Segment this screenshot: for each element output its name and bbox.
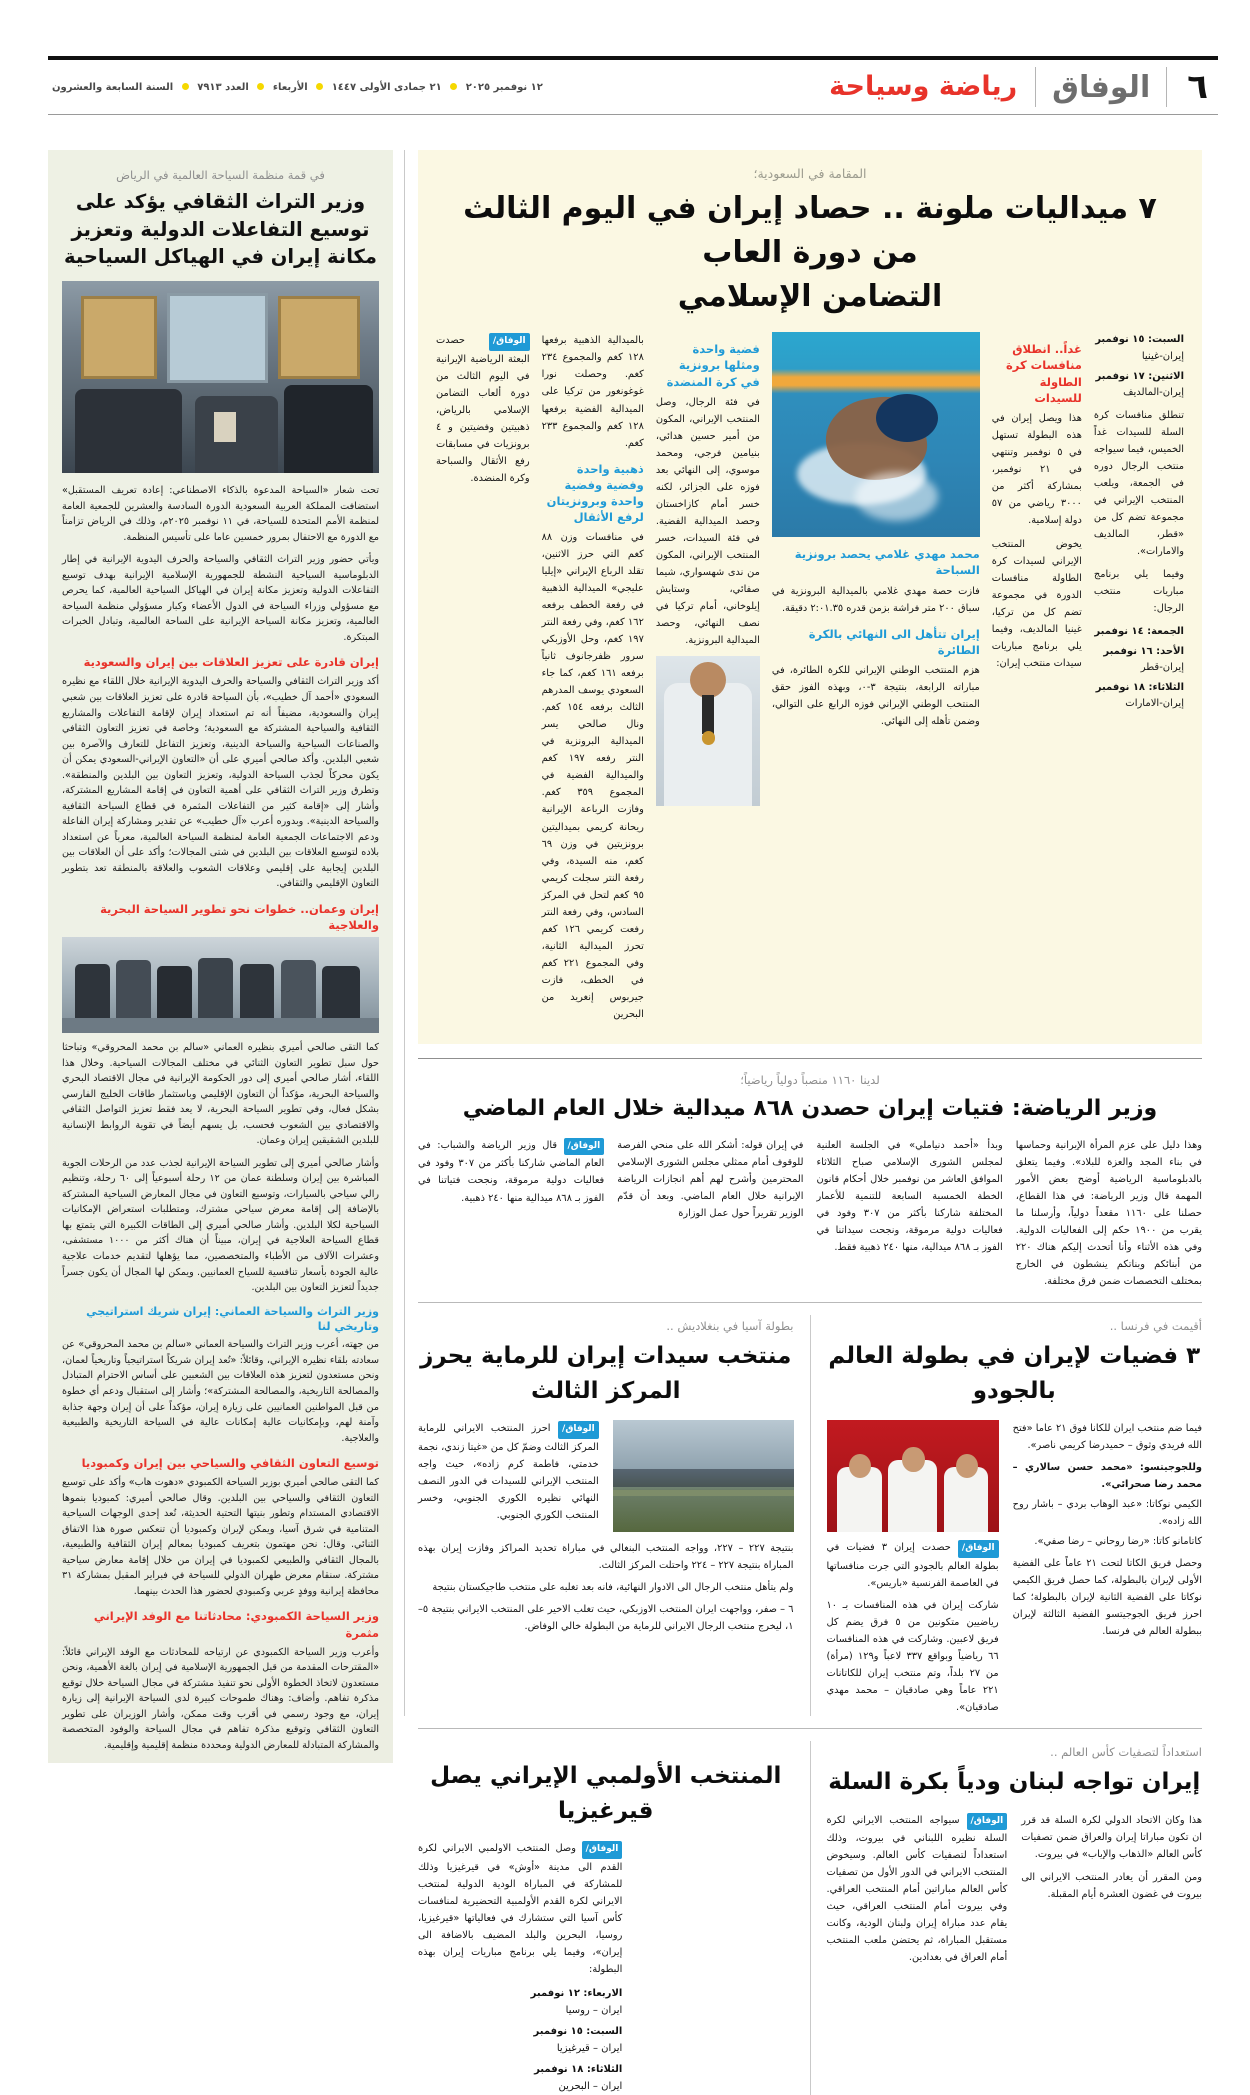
article6-schedule [418, 1985, 622, 2095]
lead-col-a-text: تنطلق منافسات كرة السلة للسيدات غداً الخميس، فيما سيواجه منتخب الرجال دوره في الجمعة، ويلعب المنتخب الإيراني في مجموعة تضم كل من «قطر، المالديف والامارات». [1093, 410, 1184, 558]
article3-col-right [418, 1420, 599, 1524]
judo-photo [827, 1420, 999, 1532]
article3-body-3: ولم يتأهل منتخب الرجال الى الادوار النهائية، فانه بعد تغلبه على منتخب طاجيكستان بنتيجة [432, 1582, 794, 1594]
tourism-body-8: وأعرب وزير السياحة الكمبودي عن ارتياحه للمحادثات مع الوفد الإيراني قائلاً: «المقترحات المقدمة من قبل الجمهورية الإسلامية في إيران بالغة الأهمية، ونحن مستعدون لاتخاذ الخطوة الأولى نحو تنفيذ مشتركة في مجال السياحة خلال توقيع مذكرة تفاهم. وأضاف: وهناك طموحات كبيرة لدى السياحة الإيرانية إلى زيارة إيران، مع وجود رسمي في أقرب وقت ممكن، وأشار الوزيران على تطوير التعاون الثقافي وتوقيع مذكرة تفاهم في مجال السياحة والوفود المتخصصة والمشاركة المتبادلة للمعارض الدولية ومحددة منظمة إقليمية وإقليمية. [62, 1646, 379, 1751]
olympic-day-2: السبت: ١٥ نوفمبر [533, 2025, 623, 2037]
lead-col-c [772, 332, 980, 730]
lead-col-agency [436, 332, 530, 494]
article6-body-1: وصل المنتخب الاولمبي الايراني لكرة القدم الى مدينة «أوش» في قيرغيزيا وذلك للمشاركة في المباراة الودية الدولية لمنتخب الايراني لكرة القدم الأولمبية التحضيرية لمنافسات كأس آسيا التي ستشارك في فعالياتها «قيرغيزيا، روسيا، البحرين والبلد المضيف بالاضافة الى إيران»، وفيما يلي برنامج مباريات إيران بهذه البطولة: [418, 1843, 623, 1975]
left-column [48, 150, 393, 1751]
lead-col-e [656, 332, 760, 806]
schedule-day-5: الثلاثاء: ١٨ نوفمبر [1095, 682, 1184, 694]
meta-day: الأربعاء [272, 81, 308, 93]
lead-headline-line1: ٧ ميداليات ملونة .. حصاد إيران في اليوم الثالث من دورة العاب [463, 191, 1157, 270]
tourism-body-6: من جهته، أعرب وزير التراث والسياحة العماني «سالم بن محمد المحروقي» عن سعادته بلقاء نظيره الإيراني، وقائلاً: «تُعد إيران شريكاً استراتيجياً وتاريخياً لعمان، ونحن مستعدون لتعزيز هذه العلاقات بين الشعبين على أساس الاحترام المتبادل والمصالحة التاريخية، والمصالحة المشتركة»؛ وأشار إلى استقبال ودعم أي خطوة من قبل المواطنين العمانيين على زيارة إيران، مؤكداً على أن إيران وجهة جذابة وآمنة لهم، وبإمكانيات عالية إمكانات عالية في السياحة التاريخية والطبيعية والعلاجية. [62, 1339, 379, 1444]
pane-divider-1 [810, 1315, 811, 1716]
article3-body-2: بنتيجة ٢٢٧ – ٢٢٧، وواجه المنتخب البنغالي في مباراة تحديد المراكز وفازت إيران بهذه المباراة بنتيجة ٢٢٧ – ٢٢٤ واحتلت المركز الثالث. [418, 1543, 794, 1572]
article2-col-1-text: قال وزير الرياضة والشباب: في العام الماضي شاركنا بأكثر من ٣٠٧ وفود في فعاليات دولية مرموقة، ونجحت فتياتنا في الفوز بـ ٨٦٨ ميدالية منها ٢٤٠ ذهبية. [418, 1139, 605, 1204]
article3-body-1: احرز المنتخب الايراني للرماية المركز الثالث وضمّ كل من «غيتا زندي، نجمة خدمتي، فاطمة کرم زاده»، حيث واجه المنتخب الإيراني للسيدات في الدور النصف النهائي نظيره الكوري الجنوبي، وخسر المنتخب الكوري الجنوبي. [418, 1423, 599, 1521]
schedule-match-5: إيران-الامارات [1125, 698, 1184, 710]
article2-col-2: في إيران قوله: أشكر الله على منحي الفرصة للوقوف أمام ممثلي مجلس الشورى الإسلامي المحترمين وأشرح لهم أهم انجازات الرياضة الإيرانية خلال العام الماضي. وبعد أن قدّم الوزير تقريراً حول عمل الوزارة [617, 1139, 804, 1219]
olympic-schedule-item-2 [418, 2023, 622, 2057]
lead-col-e-title: فضية واحدة ومثلها برونزية في كرة المنضدة [666, 342, 760, 389]
article6-columns [418, 1840, 794, 2095]
olympic-schedule-item-1 [418, 1985, 622, 2019]
main-column [418, 150, 1203, 2092]
lead-columns [436, 332, 1184, 1030]
article4-label-jujitsu: وللجوجيتسو: «محمد حسن سالاري – محمد رضا صحرائي». [1012, 1462, 1202, 1491]
lead-col-d-title: إيران تتأهل الى النهائي بالكرة الطائرة [808, 626, 980, 657]
lead-agency-text: حصدت البعثة الرياضية الإيرانية في اليوم الثالث من دورة ألعاب التضامن الإسلامي بالرياض، ذهبيتين وفضيتين و ٤ برونزيات في مسابقات رفع الأثقال والسباحة وكرة المنضدة. [436, 335, 530, 485]
tourism-article-card [48, 150, 393, 1763]
article4-intro [827, 1539, 999, 1592]
tourism-body-4: كما التقى صالحي أميري بنظيره العماني «سالم بن محمد المحروقي» وتباحثا حول سبل تطوير التعاون الثنائي في مختلف المجالات السياحية. وخلال هذا اللقاء، أشار صالحي أميري إلى دور الحكومة الإيرانية في مجال الاقتصاد البحري والسياحة البحرية، مؤكداً أن التعاون الإقليمي وباستثمار طاقات الخليج الفارسي بشكل فعال، وفي تطوير السياحة البحرية، لا يعد فقط تعزيز التواصل الثقافي والاقتصادي بين الشعوب فحسب، بل يسهم أيضاً في تقوية الروابط الإنسانية للبلدين الشقيقين إيران وعمان. [62, 1042, 379, 1147]
lead-headline-line2: التضامن الإسلامي [677, 278, 943, 314]
lead-col-f-text: في منافسات وزن ٨٨ كغم التي حرز الاثنين، تقلد الرباع الإيراني «إيليا عليجي» الميدالية الذهبية في رفعة الخطف برفعه ١٦٢ كغم، وفي رفعة النتر ١٩٧ كغم، وحل الأوزبكي سرور ظفرجانوف ثانياً برفعه ١٦١ كغم، كما جاء السعودي يوسف المدرهم الثالث برفعه ١٥٤ كغم. ونال صالحي يسر الميدالية البرونزية في النتر رفعه ١٩٧ كغم والميدالية الفضية في المجموع ٣٥٩ كغم. وفازت الرباعة الإيرانية ريحانة كريمي بميداليتين برونزيتين في وزن ٦٩ كغم، منه السيدة، وفي رفعة النتر سجلت كريمي ٩٥ كغم لتحل في المركز السادس، وفي رفعة النتر رفعت كريمي ١٢٦ كغم تحرز الميدالية الثانية، وفي المجموع ٢٢١ كغم في الخطف، فازت جيربوس إنغريد من البحرين [541, 531, 644, 1020]
tourism-body-5: وأشار صالحي أميري إلى تطوير السياحة الإيرانية لجذب عدد من الرحلات الجوية المباشرة بين إيران وسلطنة عمان من ١٢ رحلة أسبوعياً إلى ٦٠ رحلة، وتنظيم رالي سياحي بالسيارات، وتوسيع التعاون في مجال المعارض السياحية المشتركة بالإضافة إلى إقامة معرض سياحي مشترك، ومتطلبات استعراض الإمكانيات السياحية لكلا البلدين. وأشار صالحي أميري إلى الطاقات الكبيرة التي يتمتع بها قطاع السياحة العلاجية في إيران، مبيناً أن هناك أكثر من ١٠٠٠ مستشفى، وعشرات الآلاف من الأطباء والمتخصصين، مما يؤهلها لتقديم خدمات علاجية عالية الجودة بأسعار تنافسية للسياح العمانيين. ويمكن لها المجال أن يكون جسراً جديداً لتعزيز التعاون بين البلدين. [62, 1157, 379, 1294]
publication-logo: الوفاق [1052, 69, 1151, 105]
schedule-day: السبت: ١٥ نوفمبر [1095, 334, 1184, 346]
schedule-match: إيران-غينيا [1141, 350, 1184, 362]
schedule-day-3: الجمعة: ١٤ نوفمبر [1094, 625, 1184, 637]
lead-schedule-column [1094, 332, 1184, 716]
olympic-match-3: ايران – البحرين [558, 2080, 623, 2092]
page-number: ٦ [1187, 67, 1208, 107]
article3-headline: منتخب سيدات إيران للرماية يحرز المركز الثالث [420, 1343, 792, 1404]
lead-col-f [542, 332, 644, 1030]
article6-headline: المنتخب الأولمبي الإيراني يصل قيرغيزيا [430, 1763, 782, 1824]
tourism-headline: وزير التراث الثقافي يؤكد على توسيع التفاعلات الدولية وتعزيز مكانة إيران في الهياكل السياحية [64, 190, 377, 269]
article5-body-3: ومن المقرر أن يغادر المنتخب الايراني الى بيروت في غضون العشرة أيام المقبلة. [1021, 1871, 1202, 1900]
article5-kicker: استعداداً لتصفيات كأس العالم .. [1050, 1745, 1202, 1759]
article4-body-6: كاتامانو كاتا: «رضا روحاني – رضا صفي». [1034, 1536, 1202, 1548]
schedule-item-5 [1094, 680, 1184, 712]
agency-badge-4: الوفاق/ [958, 1540, 999, 1558]
article4-body-7: وحصل فريق الكاتا لتحت ٢١ عاماً على الفضية الأولى لإيران بالبطولة، كما حصل فريق الكيمي نوكاتا على الفضية الثانية لإيران بالبطولة؛ كما احرز فريق الجوجيتسو الفضية الثالثة لإيران ببطولة العالم في فرنسا. [1012, 1558, 1203, 1638]
olympic-match-1: ايران – روسيا [565, 2004, 623, 2016]
article-basketball [827, 1741, 1203, 2095]
article2-headline: وزير الرياضة: فتيات إيران حصدن ٨٦٨ ميدالية خلال العام الماضي [462, 1095, 1158, 1121]
masthead-divider [1166, 67, 1167, 107]
masthead-meta [48, 82, 817, 93]
masthead-divider-2 [1035, 67, 1036, 107]
article4-body-1: حصدت إيران ٣ فضيات في بطولة العالم بالجودو التي جرت منافساتها في العاصمة الفرنسية «باريس». [826, 1542, 999, 1589]
lead-col-e-text: في فئة الرجال، وصل المنتخب الإيراني، المكون من أمير حسين هدائي، بنيامين فرجي، ومحمد موسوي، إلى النهائي بعد فوزه على الجزائر، لكنه خسر أمام كازاخستان وحصد الميدالية الفضية. في فئة السيدات، خسر المنتخب الإيراني، المكون من ندى شهسواري، شيما صفائي، وستايش إيلوخاني، أمام تركيا في نصف النهائي، وحصد الميدالية البرونزية. [655, 396, 760, 647]
lead-agency-paragraph [436, 332, 530, 487]
bullet-dot-icon-3 [257, 83, 264, 90]
article5-body-2: هذا وكان الاتحاد الدولي لكرة السلة قد قرر ان تكون مباراتا إيران والعراق ضمن تصفيات كأس العالم «الذهاب والإياب» في بيروت. [1021, 1814, 1202, 1860]
tourism-sub-1: إيران قادرة على تعزيز العلاقات بين إيران والسعودية [83, 655, 379, 670]
article4-col-left [1013, 1420, 1202, 1640]
tourism-body-2: ويأتي حضور وزير التراث الثقافي والسياحة والحرف اليدوية الإيرانية في إطار الدبلوماسية السياحية النشطة للجمهورية الإسلامية الإيرانية بهدف توسيع التفاعلات الدولية وتعزيز مكانة إيران في الهياكل السياحية العالمية، كما يحرص مع مسؤولي وزراء السياحة في الدول الأعضاء وكبار مسؤولي منظمة السياحة العالمية، وتعزيز مكانة السياحة الإيرانية على الساحة العالمية، وتبادل الخبرات المبتكرة. [62, 554, 379, 643]
tourism-sub-2: إيران وعمان.. خطوات نحو تطوير السياحة البحرية والعلاجية [100, 901, 379, 932]
masthead [48, 56, 1218, 116]
meta-greg: ١٢ نوفمبر ٢٠٢٥ [465, 81, 543, 93]
lead-col-b [992, 332, 1082, 679]
column-divider-main [404, 150, 405, 1716]
shooting-range-photo [613, 1420, 794, 1532]
tourism-kicker: في قمة منظمة السياحة العالمية في الرياض [116, 168, 325, 182]
article-olympic-team [418, 1741, 794, 2095]
schedule-day-4: الأحد: ١٦ نوفمبر [1103, 645, 1184, 657]
meta-issue: العدد ٧٩١٣ [197, 81, 249, 93]
article3-kicker: بطولة آسيا في بنغلاديش .. [666, 1319, 794, 1334]
article2-col-3: وبدأ «أحمد دنياملي» في الجلسة العلنية لمجلس الشورى الإسلامي صباح الثلاثاء الموافق العاشر من نوفمبر خلال أحكام قانون الخطة الخمسية السابعة للتنمية للأعمار المختلفة شاركنا بأكثر من ٣٠٧ وفود في فعاليات دولية مرموقة، ونجحت سيداتنا في الفوز بـ ٨٦٨ ميدالية، منها ٢٤٠ ذهبية فقط. [816, 1139, 1003, 1253]
masthead-bottom-rule [48, 114, 1218, 115]
schedule-item [1094, 332, 1184, 364]
article6-col-right [418, 1840, 622, 2095]
bottom-panes [418, 1741, 1202, 2095]
rule-after-lead [418, 1058, 1202, 1059]
olympic-day-1: الاربعاء: ١٢ نوفمبر [530, 1987, 623, 1999]
tourism-sub-4: توسيع التعاون الثقافي والسياحي بين إيران وكمبوديا [81, 1456, 379, 1471]
schedule-day-2: الاثنين: ١٧ نوفمبر [1095, 370, 1184, 382]
meta-year: السنة السابعة والعشرون [52, 81, 174, 93]
page-body [48, 150, 1203, 2092]
meta-hijri: ٢١ جمادى الأولى ١٤٤٧ [331, 81, 442, 93]
agency-badge-2: الوفاق/ [564, 1138, 605, 1156]
olympic-schedule-item-3 [418, 2061, 622, 2095]
tourism-body-7: كما التقى صالحي أميري بوزير السياحة الكمبودي «دهوت هاب» وأكد على توسيع التعاون الثقافي والسياحي بين البلدين. وقال صالحي أميري: كمبوديا بنموها الاقتصادي المستدام وتطور بنيتها التحتية الحديثة، تُعد إحدى الوجهات السياحية المتنامية في شرق آسيا، ويمكن لإيران وكمبوديا أن تنعكس صورة هذا الاتفاق الثنائي. وقال: نحن مهتمون بتعريف كمبوديا بمعالم إيران الثقافية والطبيعية، بالمجال الثقافي والطبيعي لكمبوديا في إيران من خلال إقامة معارض سياحية مشتركة. سنقام معرض طهران الدولي للسياحة في فبراير المقبل بمشاركة ٣١ محافظة إيرانية ووفدٍ عربي وكمبودي لحضور هذا الحدث بينهما. [62, 1477, 379, 1597]
lead-col-b-1: هذا ويصل إيران في هذه البطولة تستهل في ٥ نوفمبر وتنتهي في ٢١ نوفمبر، بمشاركة أكثر من ٣٠٠٠ رياضي من ٥٧ دولة إسلامية. [991, 412, 1082, 526]
article5-body-1: سيواجه المنتخب الايراني لكرة السلة نظيره اللبناني في بيروت، وذلك استعداداً لتصفيات كأس العالم. وسيخوض المنتخب الايراني في الدور الأول من تصفيات كأس العالم مباراتين أمام المنتخب العراقي. وفي بيروت أمام المنتخب العراقي، حيث يقام عدد مباراة إيران ولبنان الودية، وكانت مستقبل المباراة، ثم يحتضن ملعب المنتخب أمام العراق في بغدادين. [826, 1814, 1008, 1964]
lead-col-c-text: فازت حصة مهدي غلامي بالميدالية البرونزية في سباق ٢٠٠ متر فراشة بزمن قدره ٢:٠١.٣٥ دقيقة. [771, 585, 980, 614]
olympic-day-3: الثلاثاء: ١٨ نوفمبر [534, 2063, 623, 2075]
schedule-match-4: إيران-قطر [1140, 661, 1184, 673]
tourism-body-1: تحت شعار «السياحة المدعوة بالذكاء الاصطناعي: إعادة تعريف المستقبل» استضافت المملكة العربية السعودية الدورة السادسة والعشرين للجمعية العامة لمنظمة الأمم المتحدة للسياحة، في ١١ نوفمبر ٢٠٢٥م، وذلك في الرياض تزامناً مع الدورة مع الاحتفال بمرور خمسين عاما على تأسيس المنظمة. [62, 485, 380, 543]
tourism-photo [62, 281, 379, 473]
lead-headline [436, 187, 1184, 318]
tourism-sub-3: وزير التراث والسياحة العماني: إيران شريك استراتيجي وتاريخي لنا [86, 1304, 379, 1333]
lead-col-g-text: بالميدالية الذهبية برفعها ١٢٨ كغم والمجموع ٢٣٤ كغم. وحصلت نورا غوغونغور من تركيا على الميدالية الفضية برفعها ١٢٨ كغم والمجموع ٢٣٣ كغم. [541, 335, 644, 449]
agency-badge-5: الوفاق/ [967, 1813, 1008, 1831]
lead-col-d-text: هزم المنتخب الوطني الإيراني للكرة الطائرة، في مباراته الرابعة، بنتيجة ٣-٠، وبهذه الفوز حقق المنتخب الوطني الإيراني فوزه الرابع على التوالي، وضمن تأهله إلى النهائي. [771, 664, 980, 727]
rule-after-mid-panes [418, 1728, 1202, 1729]
lead-col-b-title: غداً.. انطلاق منافسات كرة الطاولة للسيدات [1006, 342, 1082, 405]
tourism-body-3: أكد وزير التراث الثقافي والسياحة والحرف اليدوية الإيرانية خلال اللقاء مع نظيره السعودي «أحمد آل خطيب»، بأن السياحة قادرة على تعزيز العلاقات بين شعبي إيران والسعودية، مضيفاً أنه تم استعداد إيران لإقامة التفاعلات والمشاريع الثقافية والسياحية المشتركة مع السعودية؛ وخاصة في تعزيز التعاون الثقافي والصناعات السياحية والسياحة الدينية، وتعزيز التفاعل للتعارف والآصرة بين شعبي البلدين. وأكد صالحي أميري على أن «التعاون الإيراني-السعودي يمكن أن يكون محركاً لجذب السياحة الدولية، وتعزيز التعاون بين البلدين والمنطقة». وتطرق وزير التراث الثقافي على أهمية التعاون في إقامة المشاريع المشتركة، وأشار إلى «إقامة كثير من التفاعلات المثمرة في قطاع السياحة الثقافية والسياحة الدينية». وبدوره أعرب «آل خطيب» عن تقدير ومشاركة إيران الفاعلة ودعم الاجتماعات الجمعية العامة لمنظمة السياحة العالمية، معرباً عن استعداد بلاده لتوسيع العلاقات بين البلدين في شتى المجالات؛ وأكد على أن العلاقات بين البلدين إيجابية على إقليمي وعلاقات الشعوب والعلاقة بالمنطقة تعد بتطوير التعاون الإقليمي والثقافي. [62, 676, 379, 890]
mid-panes [418, 1315, 1202, 1716]
article5-headline: إيران تواجه لبنان ودياً بكرة السلة [828, 1769, 1201, 1795]
article6-intro [418, 1840, 622, 1978]
agency-badge: الوفاق/ [489, 333, 530, 351]
agency-badge-3: الوفاق/ [558, 1421, 599, 1439]
article5-columns [827, 1812, 1203, 1967]
article4-col-right [827, 1420, 999, 1716]
tourism-sub-5: وزير السياحة الكمبودي: محادثاتنا مع الوفد الإيراني مثمرة [93, 1609, 379, 1640]
article5-intro [827, 1812, 1008, 1967]
article4-body-3: فيما ضم منتخب ايران للكانا فوق ٢١ عاما «فتح الله فريدي وثوق – حميدرضا كريمي ناصر». [1012, 1423, 1203, 1452]
schedule-match-2: إيران-المالديف [1123, 386, 1184, 398]
article4-body-4 [1013, 1459, 1202, 1493]
article4-kicker: أقيمت في فرنسا .. [1109, 1319, 1202, 1334]
lead-story [418, 150, 1202, 1044]
article-shooting [418, 1315, 794, 1716]
lead-col-c-title: محمد مهدي غلامي يحصد برونزية السباحة [794, 547, 980, 578]
schedule-item-2 [1094, 369, 1184, 401]
article2-kicker: لدينا ١١٦٠ منصباً دولياً رياضياً؛ [740, 1072, 880, 1087]
pane-divider-2 [810, 1741, 811, 2095]
article4-columns [827, 1420, 1203, 1716]
article4-body-5: الكيمي نوكاتا: «عبد الوهاب بردي – باشار روح الله زاده». [1012, 1499, 1202, 1528]
lead-col-f-title: ذهبية واحدة وفضية وفضية واحدة وبرونزيتان لرفع الأثقال [546, 461, 644, 524]
section-title: رياضة وسياحة [829, 71, 1018, 103]
article3-intro [418, 1420, 599, 1524]
rule-after-article2 [418, 1302, 1202, 1303]
schedule-item-4 [1094, 644, 1184, 676]
article5-col-left [1021, 1812, 1202, 1903]
swimming-photo [772, 332, 980, 537]
tourism-photo-2 [62, 937, 379, 1033]
medalist-photo [656, 656, 760, 806]
lead-col-b-2: يخوض المنتخب الإيراني لسيدات كرة الطاولة منافسات الدورة في مجموعة تضم كل من تركيا، غينيا المالديف، وفيما يلي برنامج مباريات سيدات منتخب إيران: [991, 538, 1082, 670]
article3-columns [418, 1420, 794, 1532]
article-sports-minister [418, 1073, 1202, 1290]
article2-columns [418, 1137, 1202, 1290]
article4-headline: ٣ فضيات لإيران في بطولة العالم بالجودو [828, 1343, 1201, 1404]
lead-col-a-text2: وفيما يلي برنامج مباريات منتخب الرجال: [1093, 569, 1184, 615]
article-judo [827, 1315, 1203, 1716]
article3-body-4: ٦ – صفر، وواجهت ايران المنتخب الاوزبكي، حيث تغلب الاخير على المنتخب الايراني بنتيجة ٥–١، ليخرج منتخب الرجال الايراني للرماية من البطولة خالي الوفاض. [418, 1604, 794, 1633]
lead-kicker: المقامة في السعودية؛ [753, 166, 867, 181]
agency-badge-6: الوفاق/ [582, 1841, 623, 1859]
bullet-dot-icon-2 [316, 83, 323, 90]
article5-col-right [827, 1812, 1008, 1967]
article2-col-4: وهذا دليل على عزم المرأة الإيرانية وحماسها في بناء المجد والعزة للبلاد». وفيما يتعلق بالدبلوماسية الرياضية أوضح بعض الأمور المهمة قال وزير الرياضة: في هذا القطاع، حصلنا على ١١٦٠ مقعداً دولياً، وأرسلنا ما يقرب من ١٩٠٠ حكم إلى الفعاليات الدولية. وفي هذه الأثناء وأنا أتحدث إليكم هناك ٢٢٠ من أبنائكم وبناتكم ينشطون في الخارج بمختلف التخصصات ضمن فرق مختلفة. [1015, 1139, 1202, 1288]
olympic-match-2: ايران – قيرغيزيا [556, 2042, 623, 2054]
bullet-dot-icon [450, 83, 457, 90]
article4-body-2: شاركت إيران في هذه المنافسات بـ ١٠ رياضيين متكونين من ٥ فرق يضم كل فريق لاعبين. وشاركت في هذه المنافسات ٦٦ رياضياً وبواقع ٣٣٧ لاعباً و١٢٩ (مرأة) من ٢٧ بلداً، وتم منتخب إيران للكاتانات ٢٢١ عاماً وهي صادقيان – محمد مهدي صادقيان». [826, 1599, 999, 1713]
article2-col-1 [418, 1137, 604, 1207]
schedule-item-3 [1094, 624, 1184, 640]
article3-col-left [613, 1420, 794, 1532]
bullet-dot-icon-4 [182, 83, 189, 90]
